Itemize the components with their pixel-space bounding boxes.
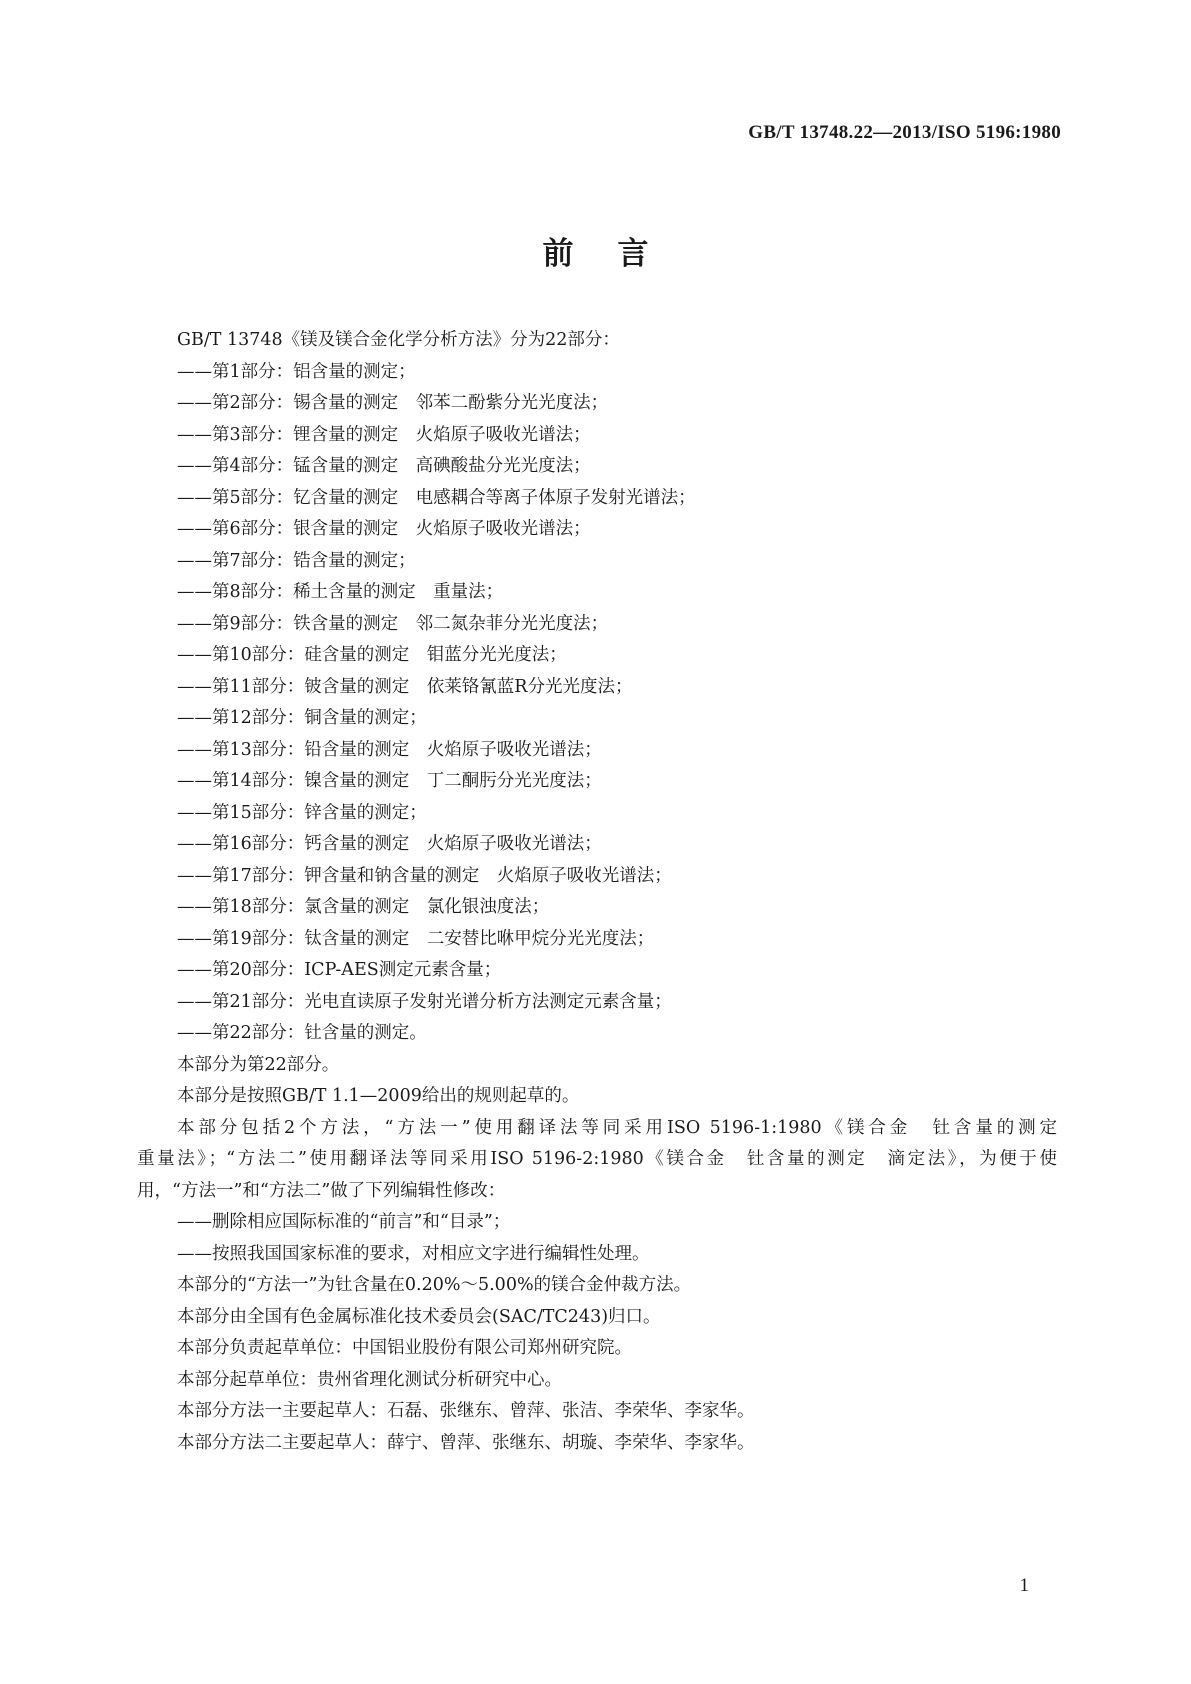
list-item: ——第12部分：铜含量的测定；: [177, 708, 427, 728]
list-item: ——第19部分：钛含量的测定 二安替比咻甲烷分光光度法；: [177, 928, 655, 949]
closing-line: 本部分的“方法一”为钍含量在0.20%～5.00%的镁合金仲裁方法。: [177, 1275, 692, 1295]
list-item: ——第9部分：铁含量的测定 邻二氮杂菲分光光度法；: [177, 613, 609, 634]
list-item: ——第1部分：铝含量的测定；: [177, 361, 416, 382]
methods-line-1: 本部分包括2个方法，“方法一”使用翻译法等同采用ISO 5196-1:1980《镁合金 钍含量的测定: [177, 1117, 1057, 1138]
list-item: ——第5部分：钇含量的测定 电感耦合等离子体原子发射光谱法；: [177, 487, 696, 508]
list-item: ——第16部分：钙含量的测定 火焰原子吸收光谱法；: [177, 834, 602, 854]
list-item: ——第7部分：锆含量的测定；: [177, 550, 416, 571]
list-item: ——第17部分：钾含量和钠含量的测定 火焰原子吸收光谱法；: [177, 865, 672, 886]
closing-line: 本部分由全国有色金属标准化技术委员会(SAC/TC243)归口。: [177, 1306, 661, 1327]
list-item: ——第3部分：锂含量的测定 火焰原子吸收光谱法；: [177, 424, 591, 445]
page-title: 前言: [542, 236, 693, 272]
list-item: ——第6部分：银含量的测定 火焰原子吸收光谱法；: [177, 519, 591, 539]
intro-paragraph: GB/T 13748《镁及镁合金化学分析方法》分为22部分：: [177, 330, 620, 350]
document-body: [137, 325, 1057, 1459]
closing-paragraphs: [137, 1270, 1057, 1459]
statement-part: 本部分为第22部分。: [177, 1054, 340, 1075]
list-item: ——第15部分：锌含量的测定；: [177, 802, 427, 823]
list-item: ——第8部分：稀土含量的测定 重量法；: [177, 582, 504, 602]
methods-paragraph: [137, 1113, 1057, 1208]
list-item: ——第13部分：铅含量的测定 火焰原子吸收光谱法；: [177, 739, 602, 760]
list-item: ——第14部分：镍含量的测定 丁二酮肟分光光度法；: [177, 771, 602, 791]
list-item: ——第2部分：锡含量的测定 邻苯二酚紫分光光度法；: [177, 393, 609, 413]
closing-line: 本部分方法二主要起草人：薛宁、曾萍、张继东、胡璇、李荣华、李家华。: [177, 1432, 755, 1453]
list-item: ——删除相应国际标准的“前言”和“目录”；: [177, 1212, 511, 1232]
list-item: ——第4部分：锰含量的测定 高碘酸盐分光光度法；: [177, 456, 591, 476]
list-item: ——按照我国国家标准的要求，对相应文字进行编辑性处理。: [177, 1243, 650, 1264]
list-item: ——第18部分：氯含量的测定 氯化银浊度法；: [177, 897, 550, 917]
page-number: 1: [1019, 1575, 1029, 1596]
parts-list: [137, 357, 1057, 1050]
edits-list: [137, 1207, 1057, 1270]
closing-line: 本部分起草单位：贵州省理化测试分析研究中心。: [177, 1369, 562, 1390]
methods-line-3: 用，“方法一”和“方法二”做了下列编辑性修改：: [137, 1180, 506, 1201]
list-item: ——第20部分：ICP-AES测定元素含量；: [177, 960, 502, 980]
statement-rules: 本部分是按照GB/T 1.1—2009给出的规则起草的。: [177, 1086, 580, 1106]
list-item: ——第10部分：硅含量的测定 钼蓝分光光度法；: [177, 645, 567, 665]
list-item: ——第22部分：钍含量的测定。: [177, 1023, 427, 1043]
methods-line-2: 重量法》；“方法二”使用翻译法等同采用ISO 5196-2:1980《镁合金 钍含量的测定 滴定法》，为便于使: [137, 1149, 1057, 1169]
closing-line: 本部分方法一主要起草人：石磊、张继东、曾萍、张洁、李荣华、李家华。: [177, 1401, 755, 1421]
list-item: ——第21部分：光电直读原子发射光谱分析方法测定元素含量；: [177, 991, 672, 1012]
list-item: ——第11部分：铍含量的测定 依莱铬氰蓝R分光光度法；: [177, 676, 633, 697]
document-code: GB/T 13748.22—2013/ISO 5196:1980: [748, 122, 1061, 143]
closing-line: 本部分负责起草单位：中国铝业股份有限公司郑州研究院。: [177, 1338, 632, 1358]
